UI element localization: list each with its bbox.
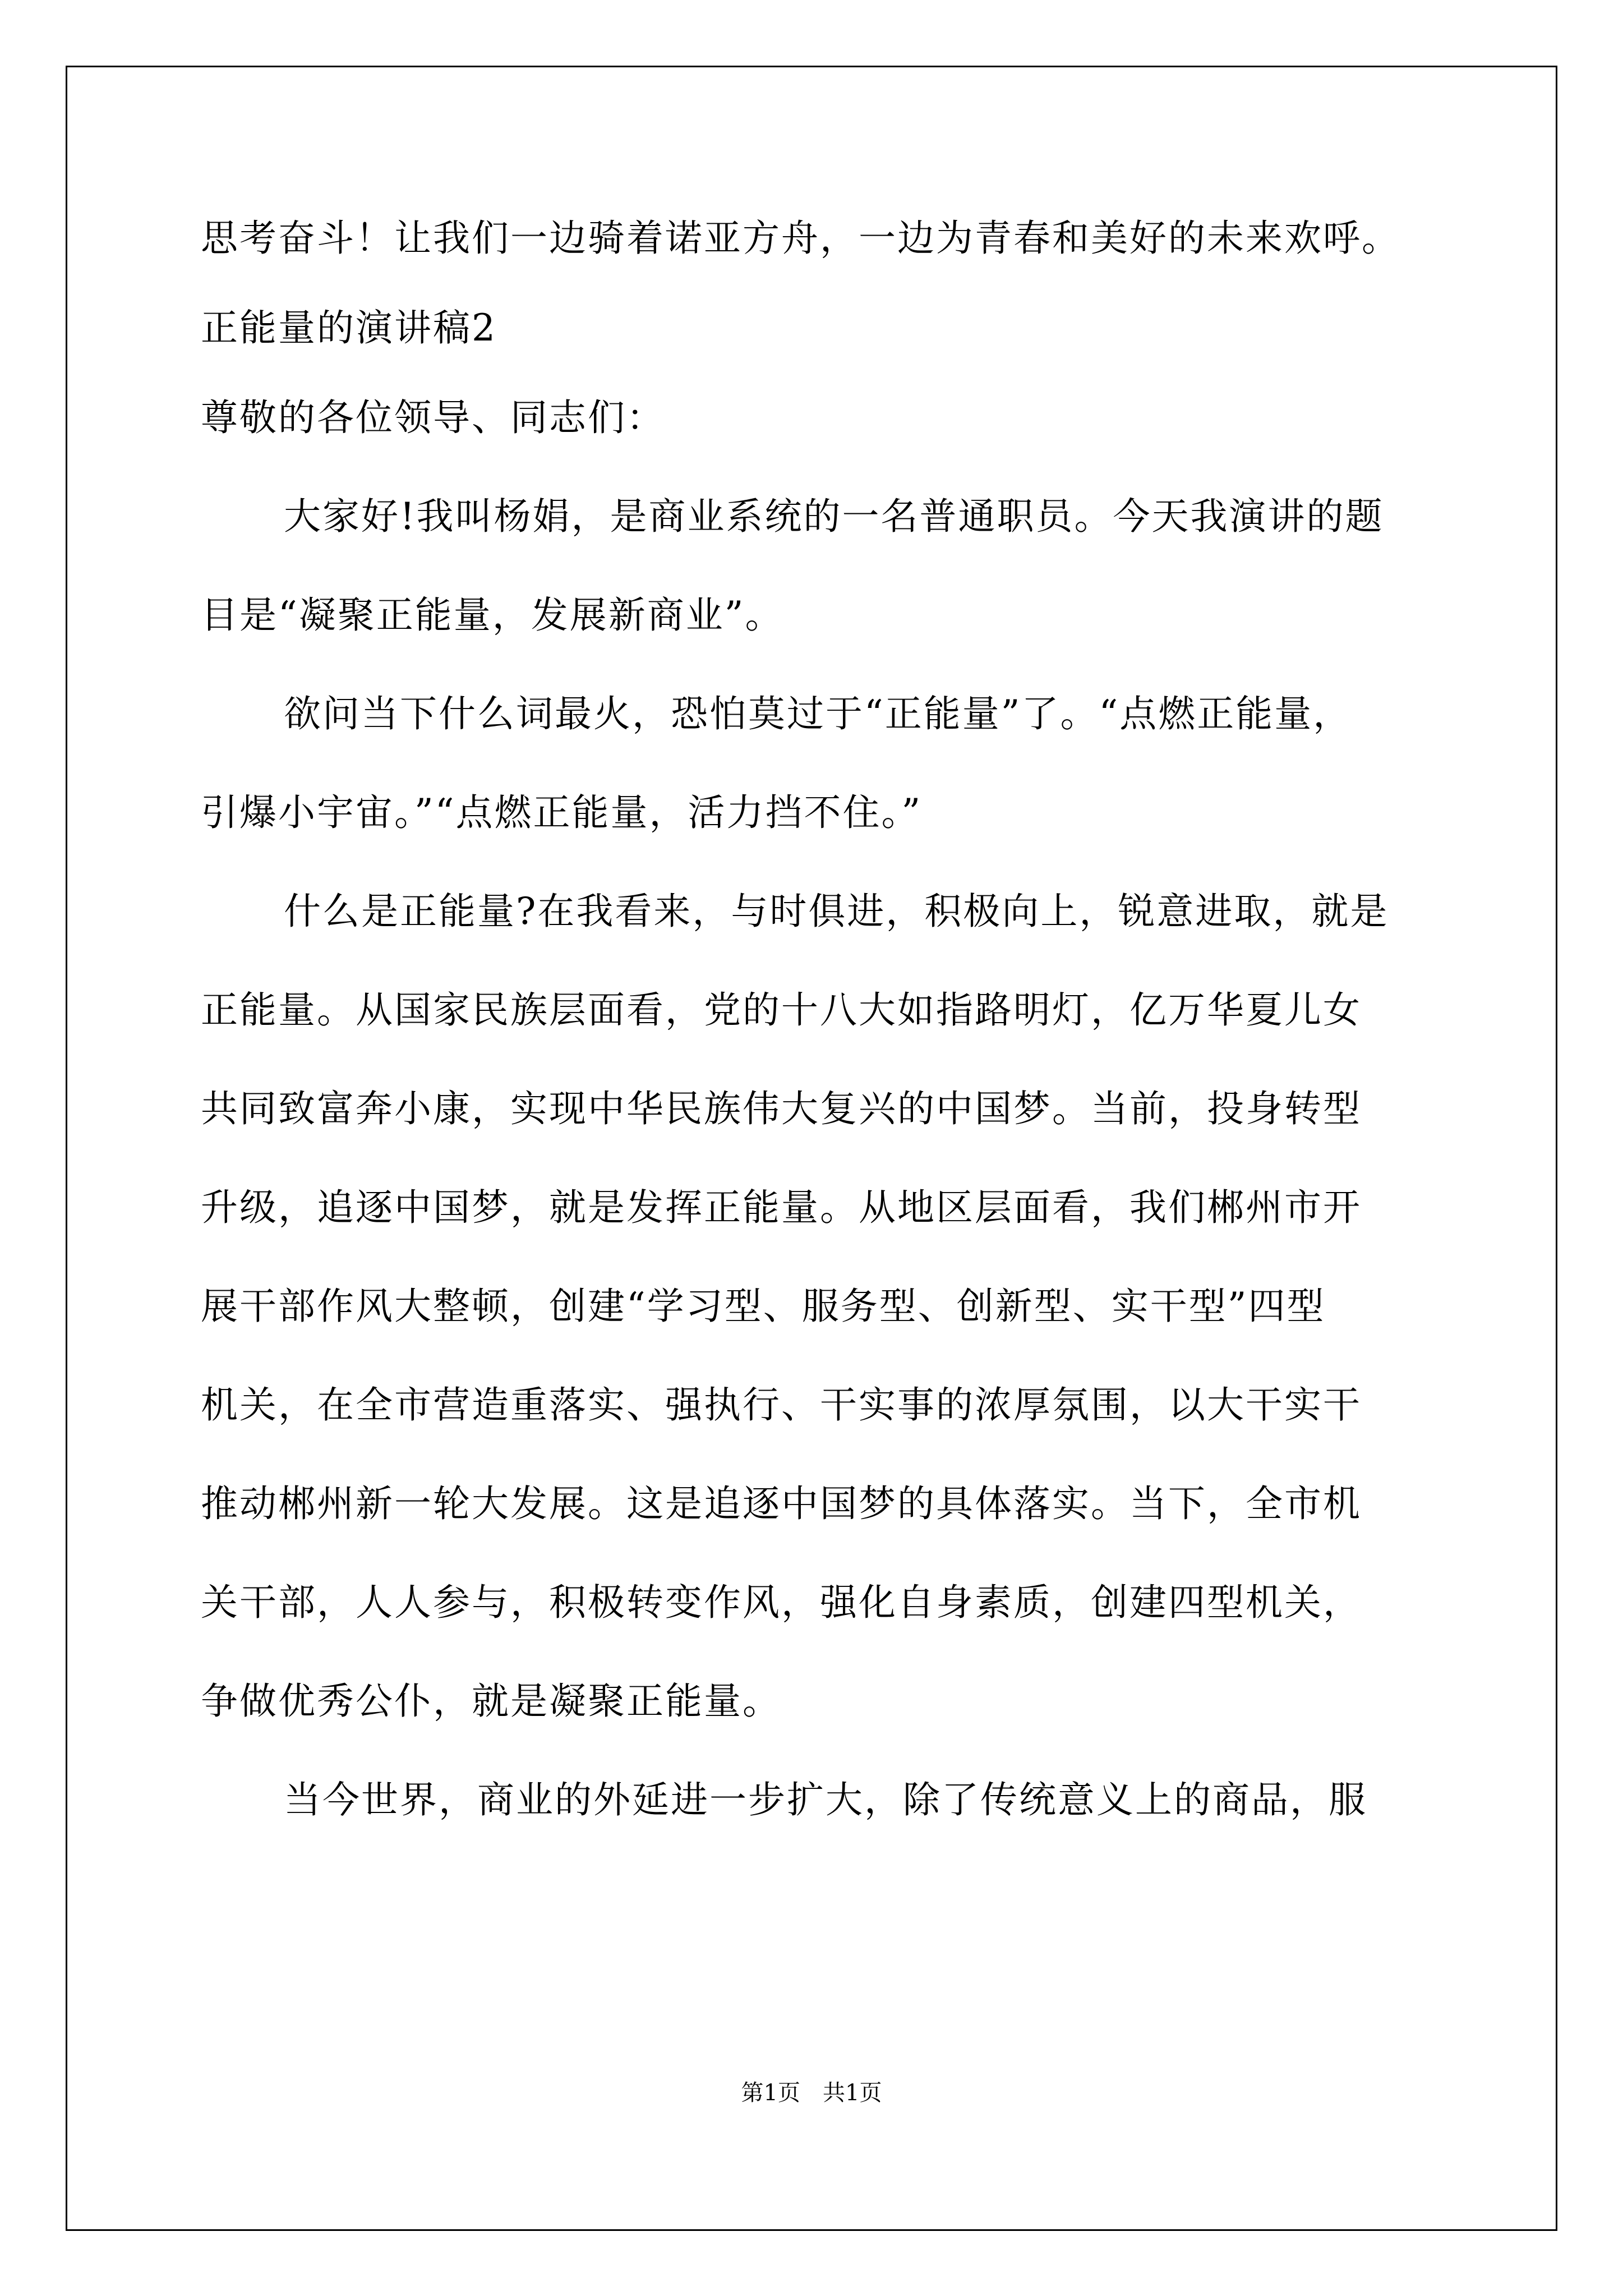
document-body [201, 213, 1435, 1874]
paragraph-line: 关干部，人人参与，积极转变作风，强化自身素质，创建四型机关， [201, 1581, 1362, 1624]
paragraph-line: 展干部作风大整顿，创建“学习型、服务型、创新型、实干型”四型 [201, 1285, 1326, 1328]
paragraph-line: 争做优秀公仆，就是凝聚正能量。 [201, 1680, 781, 1723]
paragraph-line: 什么是正能量?在我看来，与时俱进，积极向上，锐意进取，就是 [284, 890, 1389, 933]
paragraph-line: 思考奋斗！让我们一边骑着诺亚方舟，一边为青春和美好的未来欢呼。 [201, 217, 1400, 260]
paragraph-line: 目是“凝聚正能量，发展新商业”。 [201, 593, 784, 637]
paragraph-line: 当今世界，商业的外延进一步扩大，除了传统意义上的商品，服 [284, 1778, 1367, 1821]
section-title: 正能量的演讲稿2 [201, 306, 497, 349]
paragraph-line: 引爆小宇宙。”“点燃正能量，活力挡不住。” [201, 791, 923, 834]
salutation: 尊敬的各位领导、同志们： [201, 396, 665, 439]
paragraph-line: 大家好!我叫杨娟，是商业系统的一名普通职员。今天我演讲的题 [284, 495, 1384, 538]
paragraph-line: 机关，在全市营造重落实、强执行、干实事的浓厚氛围，以大干实干 [201, 1383, 1362, 1427]
paragraph-line: 正能量。从国家民族层面看，党的十八大如指路明灯，亿万华夏儿女 [201, 988, 1362, 1032]
page-footer: 第1页 共1页 [741, 2080, 882, 2106]
paragraph-line: 推动郴州新一轮大发展。这是追逐中国梦的具体落实。当下，全市机 [201, 1482, 1362, 1525]
paragraph-line: 升级，追逐中国梦，就是发挥正能量。从地区层面看，我们郴州市开 [201, 1186, 1362, 1229]
paragraph-line: 欲问当下什么词最火，恐怕莫过于“正能量”了。“点燃正能量， [284, 692, 1352, 735]
paragraph-line: 共同致富奔小康，实现中华民族伟大复兴的中国梦。当前，投身转型 [201, 1087, 1362, 1130]
